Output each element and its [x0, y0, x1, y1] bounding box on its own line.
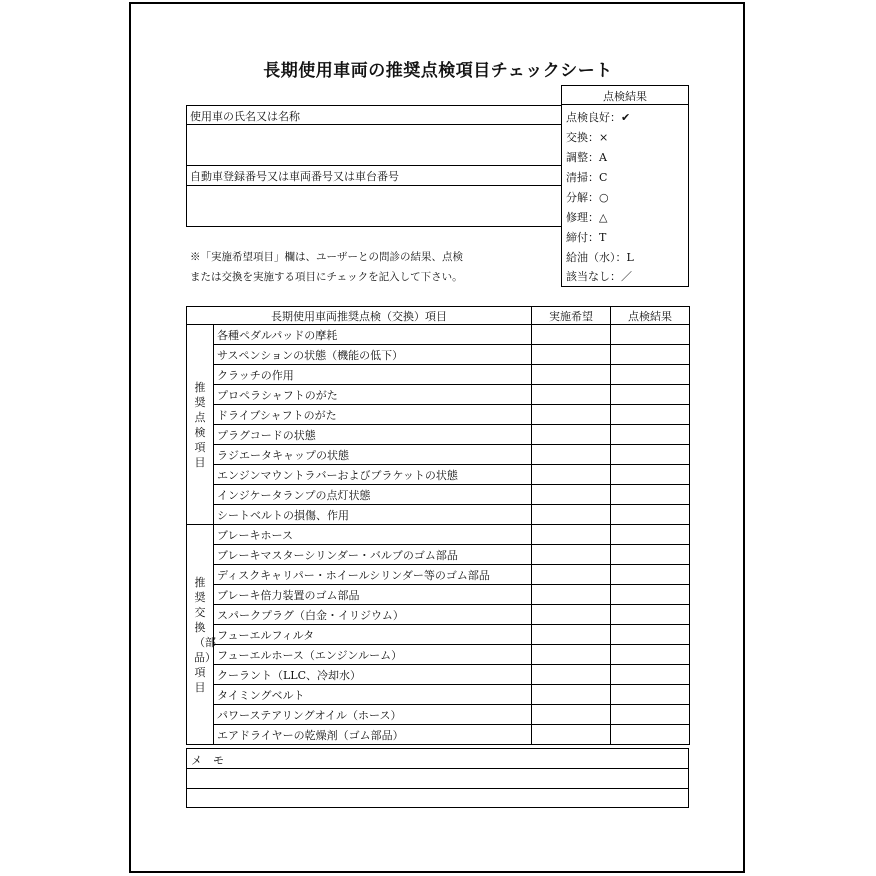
table-row — [187, 365, 690, 385]
desired-checkbox-cell[interactable] — [532, 545, 611, 565]
desired-checkbox-cell[interactable] — [532, 665, 611, 685]
legend-item: 給油（水）：L — [566, 251, 634, 264]
result-cell[interactable] — [611, 545, 690, 565]
column-header-desired: 実施希望 — [532, 307, 611, 325]
owner-name-label: 使用車の氏名又は名称 — [190, 110, 300, 123]
category-label-text: 推奨点検項目 — [194, 380, 206, 469]
result-cell[interactable] — [611, 585, 690, 605]
category-label — [187, 525, 214, 745]
inspection-item: ブレーキ倍力装置のゴム部品 — [214, 585, 532, 605]
checklist-body — [187, 325, 690, 745]
document-title: 長期使用車両の推奨点検項目チェックシート — [263, 61, 613, 81]
desired-checkbox-cell[interactable] — [532, 365, 611, 385]
table-row — [187, 425, 690, 445]
inspection-item: プロペラシャフトのがた — [214, 385, 532, 405]
desired-checkbox-cell[interactable] — [532, 325, 611, 345]
legend-item: 分解：○ — [566, 191, 609, 204]
table-row — [187, 605, 690, 625]
memo-label: メ モ — [191, 754, 224, 767]
result-cell[interactable] — [611, 445, 690, 465]
result-cell[interactable] — [611, 425, 690, 445]
registration-number-field[interactable] — [187, 186, 561, 226]
result-cell[interactable] — [611, 705, 690, 725]
desired-checkbox-cell[interactable] — [532, 505, 611, 525]
category-label — [187, 325, 214, 525]
instruction-note-line: ※「実施希望項目」欄は、ユーザーとの問診の結果、点検 — [190, 251, 463, 263]
legend-item: 修理：△ — [566, 211, 608, 224]
inspection-item: ディスクキャリパー・ホイールシリンダー等のゴム部品 — [214, 565, 532, 585]
desired-checkbox-cell[interactable] — [532, 645, 611, 665]
desired-checkbox-cell[interactable] — [532, 605, 611, 625]
inspection-item: エアドライヤーの乾燥剤（ゴム部品） — [214, 725, 532, 745]
table-row — [187, 665, 690, 685]
result-cell[interactable] — [611, 505, 690, 525]
inspection-item: フューエルホース（エンジンルーム） — [214, 645, 532, 665]
desired-checkbox-cell[interactable] — [532, 405, 611, 425]
desired-checkbox-cell[interactable] — [532, 485, 611, 505]
category-label-text: 推奨交換（部品）項目 — [194, 575, 216, 694]
result-cell[interactable] — [611, 625, 690, 645]
table-row — [187, 685, 690, 705]
result-cell[interactable] — [611, 685, 690, 705]
table-row — [187, 345, 690, 365]
inspection-item: クーラント（LLC、冷却水） — [214, 665, 532, 685]
inspection-item: パワーステアリングオイル（ホース） — [214, 705, 532, 725]
desired-checkbox-cell[interactable] — [532, 345, 611, 365]
memo-line — [187, 788, 688, 789]
inspection-item: クラッチの作用 — [214, 365, 532, 385]
result-cell[interactable] — [611, 345, 690, 365]
memo-line — [187, 768, 688, 769]
table-row — [187, 585, 690, 605]
result-cell[interactable] — [611, 645, 690, 665]
legend-item: 清掃：C — [566, 171, 608, 184]
table-row — [187, 325, 690, 345]
result-cell[interactable] — [611, 665, 690, 685]
table-header-row — [187, 307, 690, 325]
table-row — [187, 405, 690, 425]
desired-checkbox-cell[interactable] — [532, 525, 611, 545]
result-cell[interactable] — [611, 325, 690, 345]
inspection-item: プラグコードの状態 — [214, 425, 532, 445]
inspection-item: ラジエータキャップの状態 — [214, 445, 532, 465]
result-cell[interactable] — [611, 385, 690, 405]
inspection-item: 各種ペダルパッドの摩耗 — [214, 325, 532, 345]
table-row — [187, 565, 690, 585]
desired-checkbox-cell[interactable] — [532, 705, 611, 725]
table-row — [187, 705, 690, 725]
table-row — [187, 485, 690, 505]
legend-item: 該当なし：／ — [566, 270, 632, 283]
desired-checkbox-cell[interactable] — [532, 725, 611, 745]
result-cell[interactable] — [611, 485, 690, 505]
result-cell[interactable] — [611, 565, 690, 585]
result-cell[interactable] — [611, 605, 690, 625]
column-header-item: 長期使用車両推奨点検（交換）項目 — [187, 307, 532, 325]
table-row — [187, 725, 690, 745]
desired-checkbox-cell[interactable] — [532, 625, 611, 645]
divider — [561, 104, 689, 105]
desired-checkbox-cell[interactable] — [532, 465, 611, 485]
desired-checkbox-cell[interactable] — [532, 385, 611, 405]
registration-number-label: 自動車登録番号又は車両番号又は車台番号 — [190, 170, 399, 183]
desired-checkbox-cell[interactable] — [532, 565, 611, 585]
table-row — [187, 625, 690, 645]
column-header-result: 点検結果 — [611, 307, 690, 325]
legend-item: 点検良好：✔ — [566, 111, 631, 124]
instruction-note-line: または交換を実施する項目にチェックを記入して下さい。 — [190, 271, 463, 283]
table-row — [187, 505, 690, 525]
inspection-item: インジケータランプの点灯状態 — [214, 485, 532, 505]
checklist-table — [186, 306, 690, 745]
result-cell[interactable] — [611, 725, 690, 745]
table-row — [187, 645, 690, 665]
inspection-item: エンジンマウントラバーおよびブラケットの状態 — [214, 465, 532, 485]
desired-checkbox-cell[interactable] — [532, 425, 611, 445]
table-row — [187, 545, 690, 565]
legend-header: 点検結果 — [603, 90, 647, 103]
table-row — [187, 525, 690, 545]
owner-name-field[interactable] — [187, 125, 561, 165]
result-cell[interactable] — [611, 365, 690, 385]
result-cell[interactable] — [611, 465, 690, 485]
inspection-item: ブレーキマスターシリンダー・バルブのゴム部品 — [214, 545, 532, 565]
inspection-item: ブレーキホース — [214, 525, 532, 545]
legend-item: 調整：A — [566, 151, 607, 164]
table-row — [187, 465, 690, 485]
desired-checkbox-cell[interactable] — [532, 685, 611, 705]
memo-box[interactable] — [186, 748, 689, 808]
inspection-item: サスペンションの状態（機能の低下） — [214, 345, 532, 365]
inspection-item: フューエルフィルタ — [214, 625, 532, 645]
inspection-item: シートベルトの損傷、作用 — [214, 505, 532, 525]
result-cell[interactable] — [611, 405, 690, 425]
result-cell[interactable] — [611, 525, 690, 545]
legend-item: 交換：× — [566, 131, 609, 144]
inspection-item: タイミングベルト — [214, 685, 532, 705]
desired-checkbox-cell[interactable] — [532, 445, 611, 465]
table-row — [187, 385, 690, 405]
legend-item: 締付：T — [566, 231, 607, 244]
inspection-item: ドライブシャフトのがた — [214, 405, 532, 425]
table-row — [187, 445, 690, 465]
inspection-item: スパークプラグ（白金・イリジウム） — [214, 605, 532, 625]
divider — [186, 165, 562, 166]
desired-checkbox-cell[interactable] — [532, 585, 611, 605]
